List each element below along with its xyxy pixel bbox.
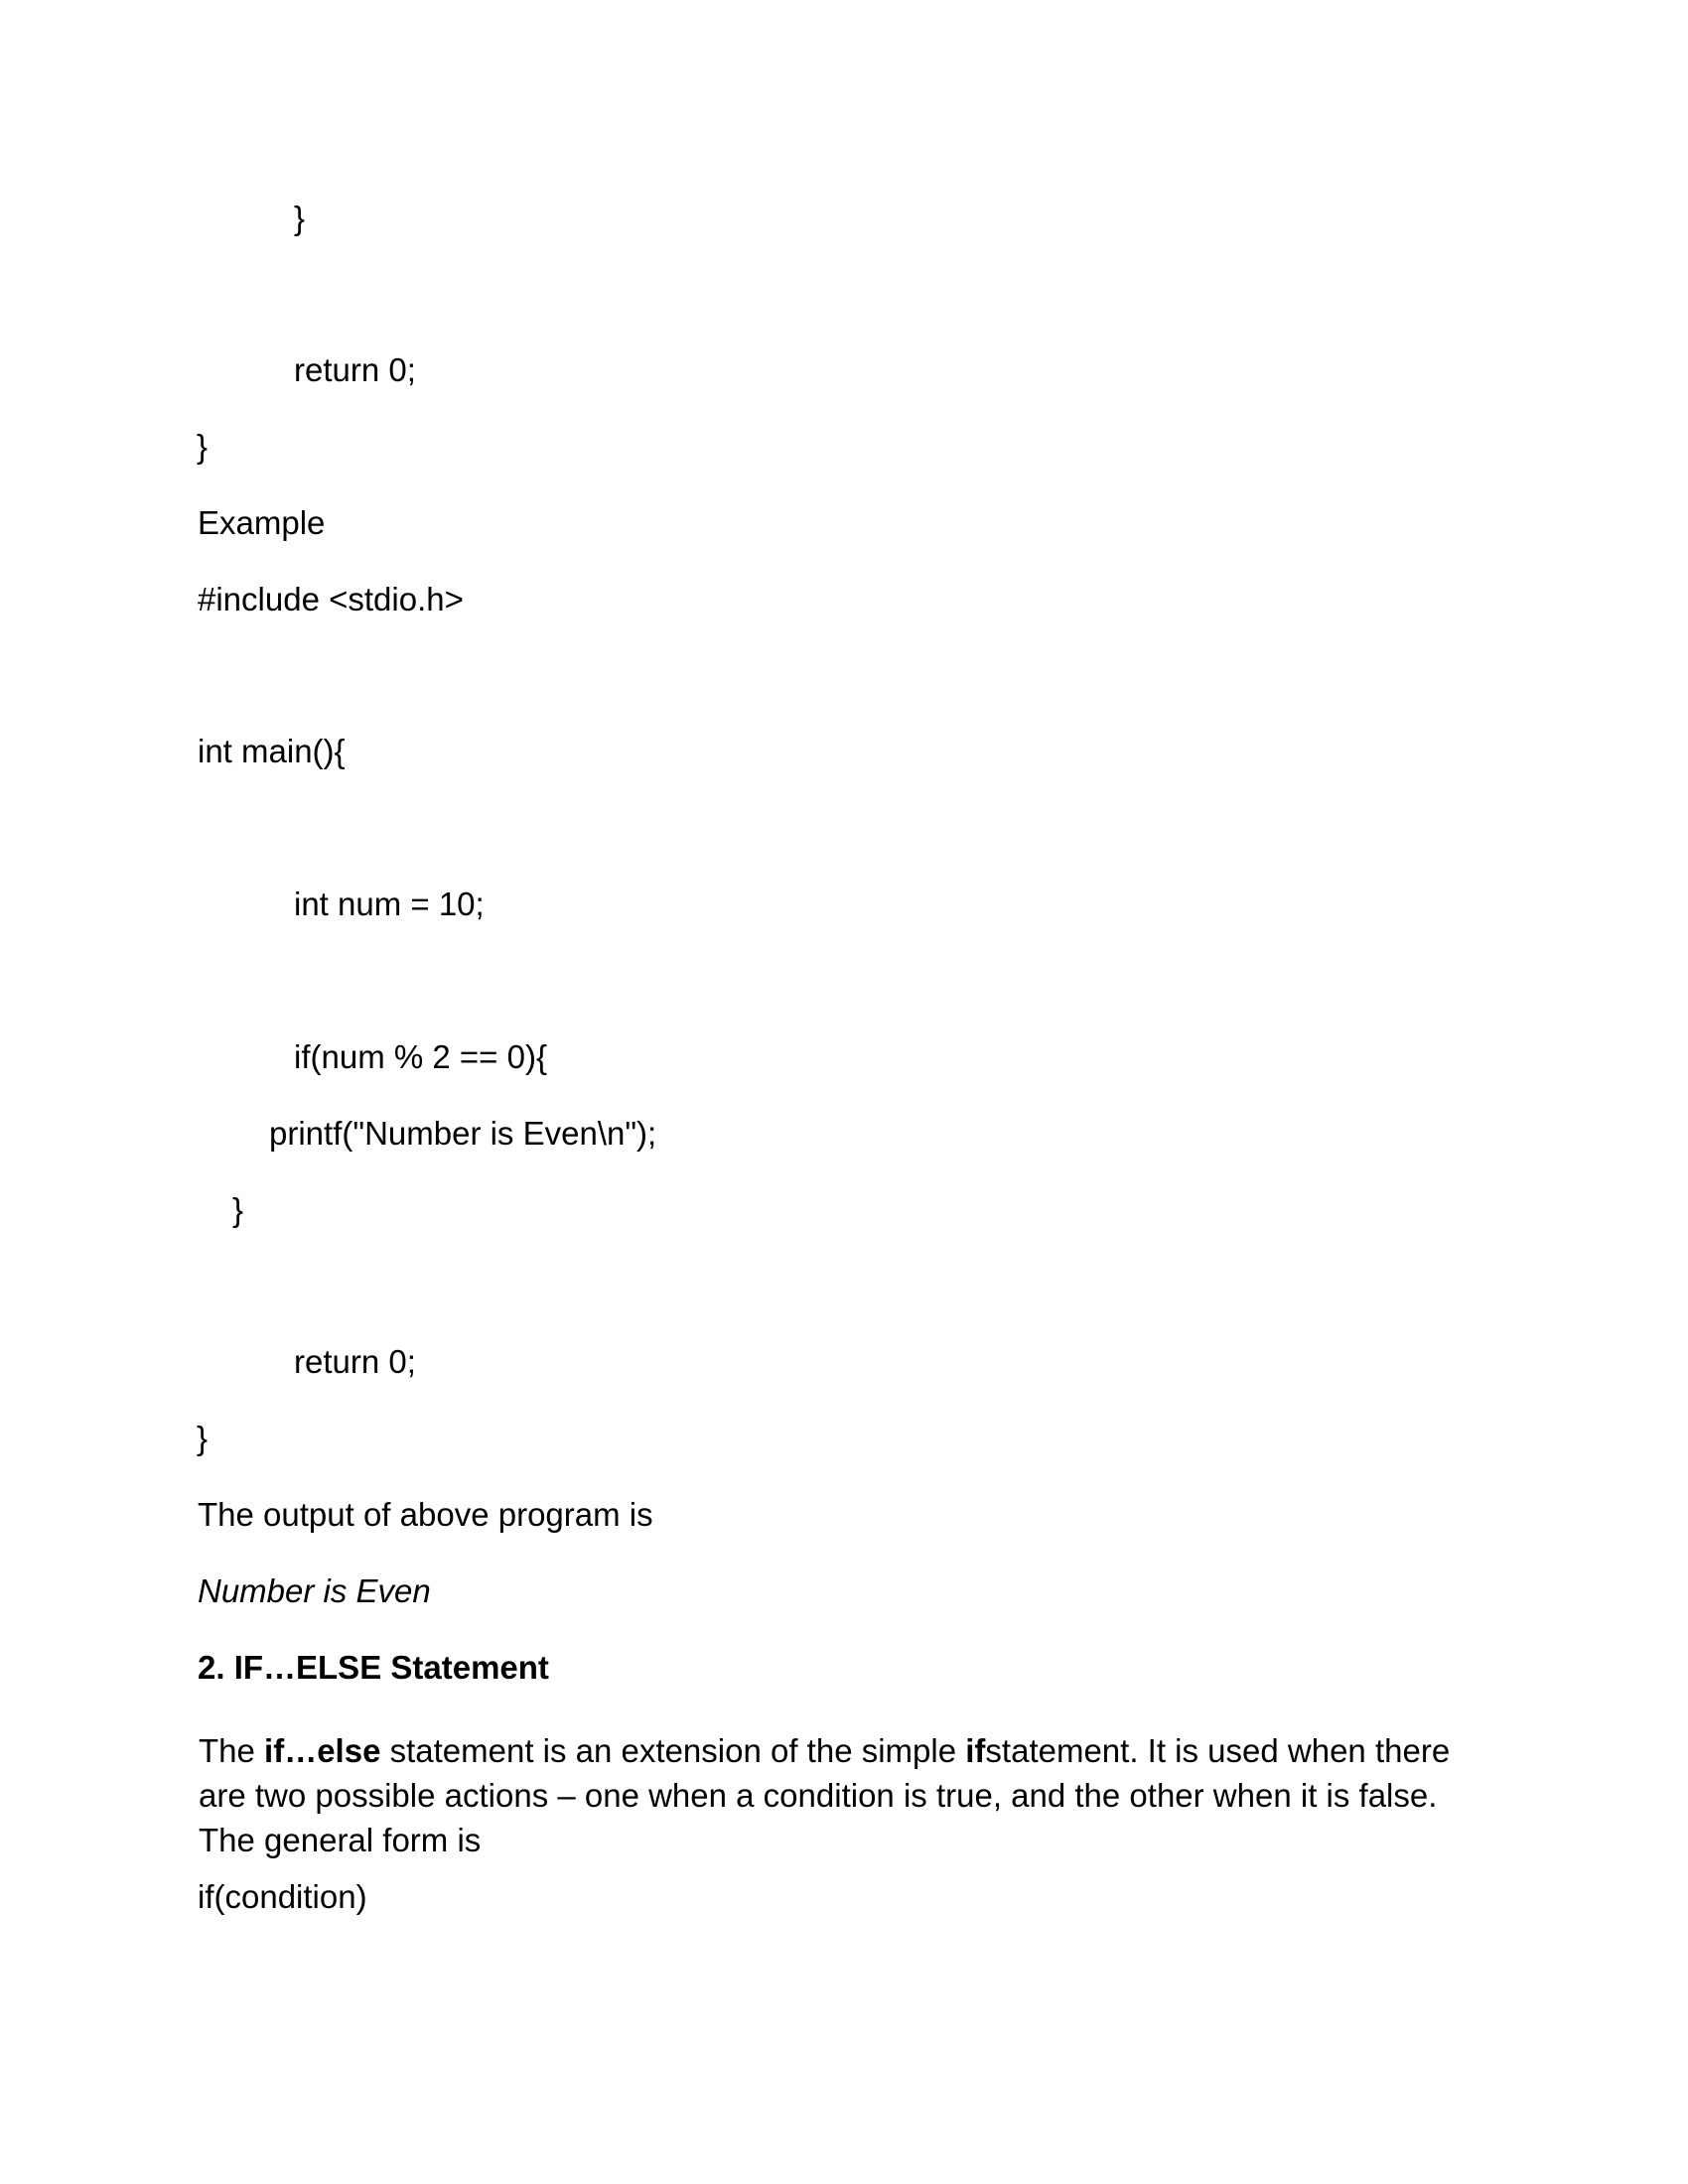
output-value-text: Number is Even <box>198 1572 431 1609</box>
paragraph-keyword-if-else: if…else <box>264 1732 381 1769</box>
example-label: Example <box>198 504 326 541</box>
code-printf-statement: printf("Number is Even\n"); <box>269 1115 657 1152</box>
section-paragraph <box>199 1728 1489 1862</box>
code-main-declaration: int main(){ <box>198 733 346 769</box>
output-intro-text: The output of above program is <box>198 1496 653 1533</box>
paragraph-keyword-if: if <box>965 1732 986 1769</box>
code-close-brace-outer: } <box>197 428 209 465</box>
paragraph-text-1: The <box>199 1732 265 1769</box>
code-if-close-brace: } <box>232 1191 244 1228</box>
code-close-brace-inner: } <box>294 200 306 236</box>
paragraph-text-3: statement. It is used when there are two possible actions – one when a condition is true, and the other when it is false. The general form is <box>199 1732 1451 1858</box>
code-if-statement: if(num % 2 == 0){ <box>294 1038 547 1075</box>
code-include: #include <stdio.h> <box>198 581 464 617</box>
code-main-close-brace: } <box>197 1420 209 1456</box>
code-return-statement-2: return 0; <box>294 1343 416 1380</box>
code-num-declaration: int num = 10; <box>294 886 485 922</box>
paragraph-text-2: statement is an extension of the simple <box>380 1732 966 1769</box>
code-return-statement: return 0; <box>294 351 416 388</box>
general-form-line: if(condition) <box>198 1878 367 1915</box>
section-heading: 2. IF…ELSE Statement <box>198 1649 549 1686</box>
